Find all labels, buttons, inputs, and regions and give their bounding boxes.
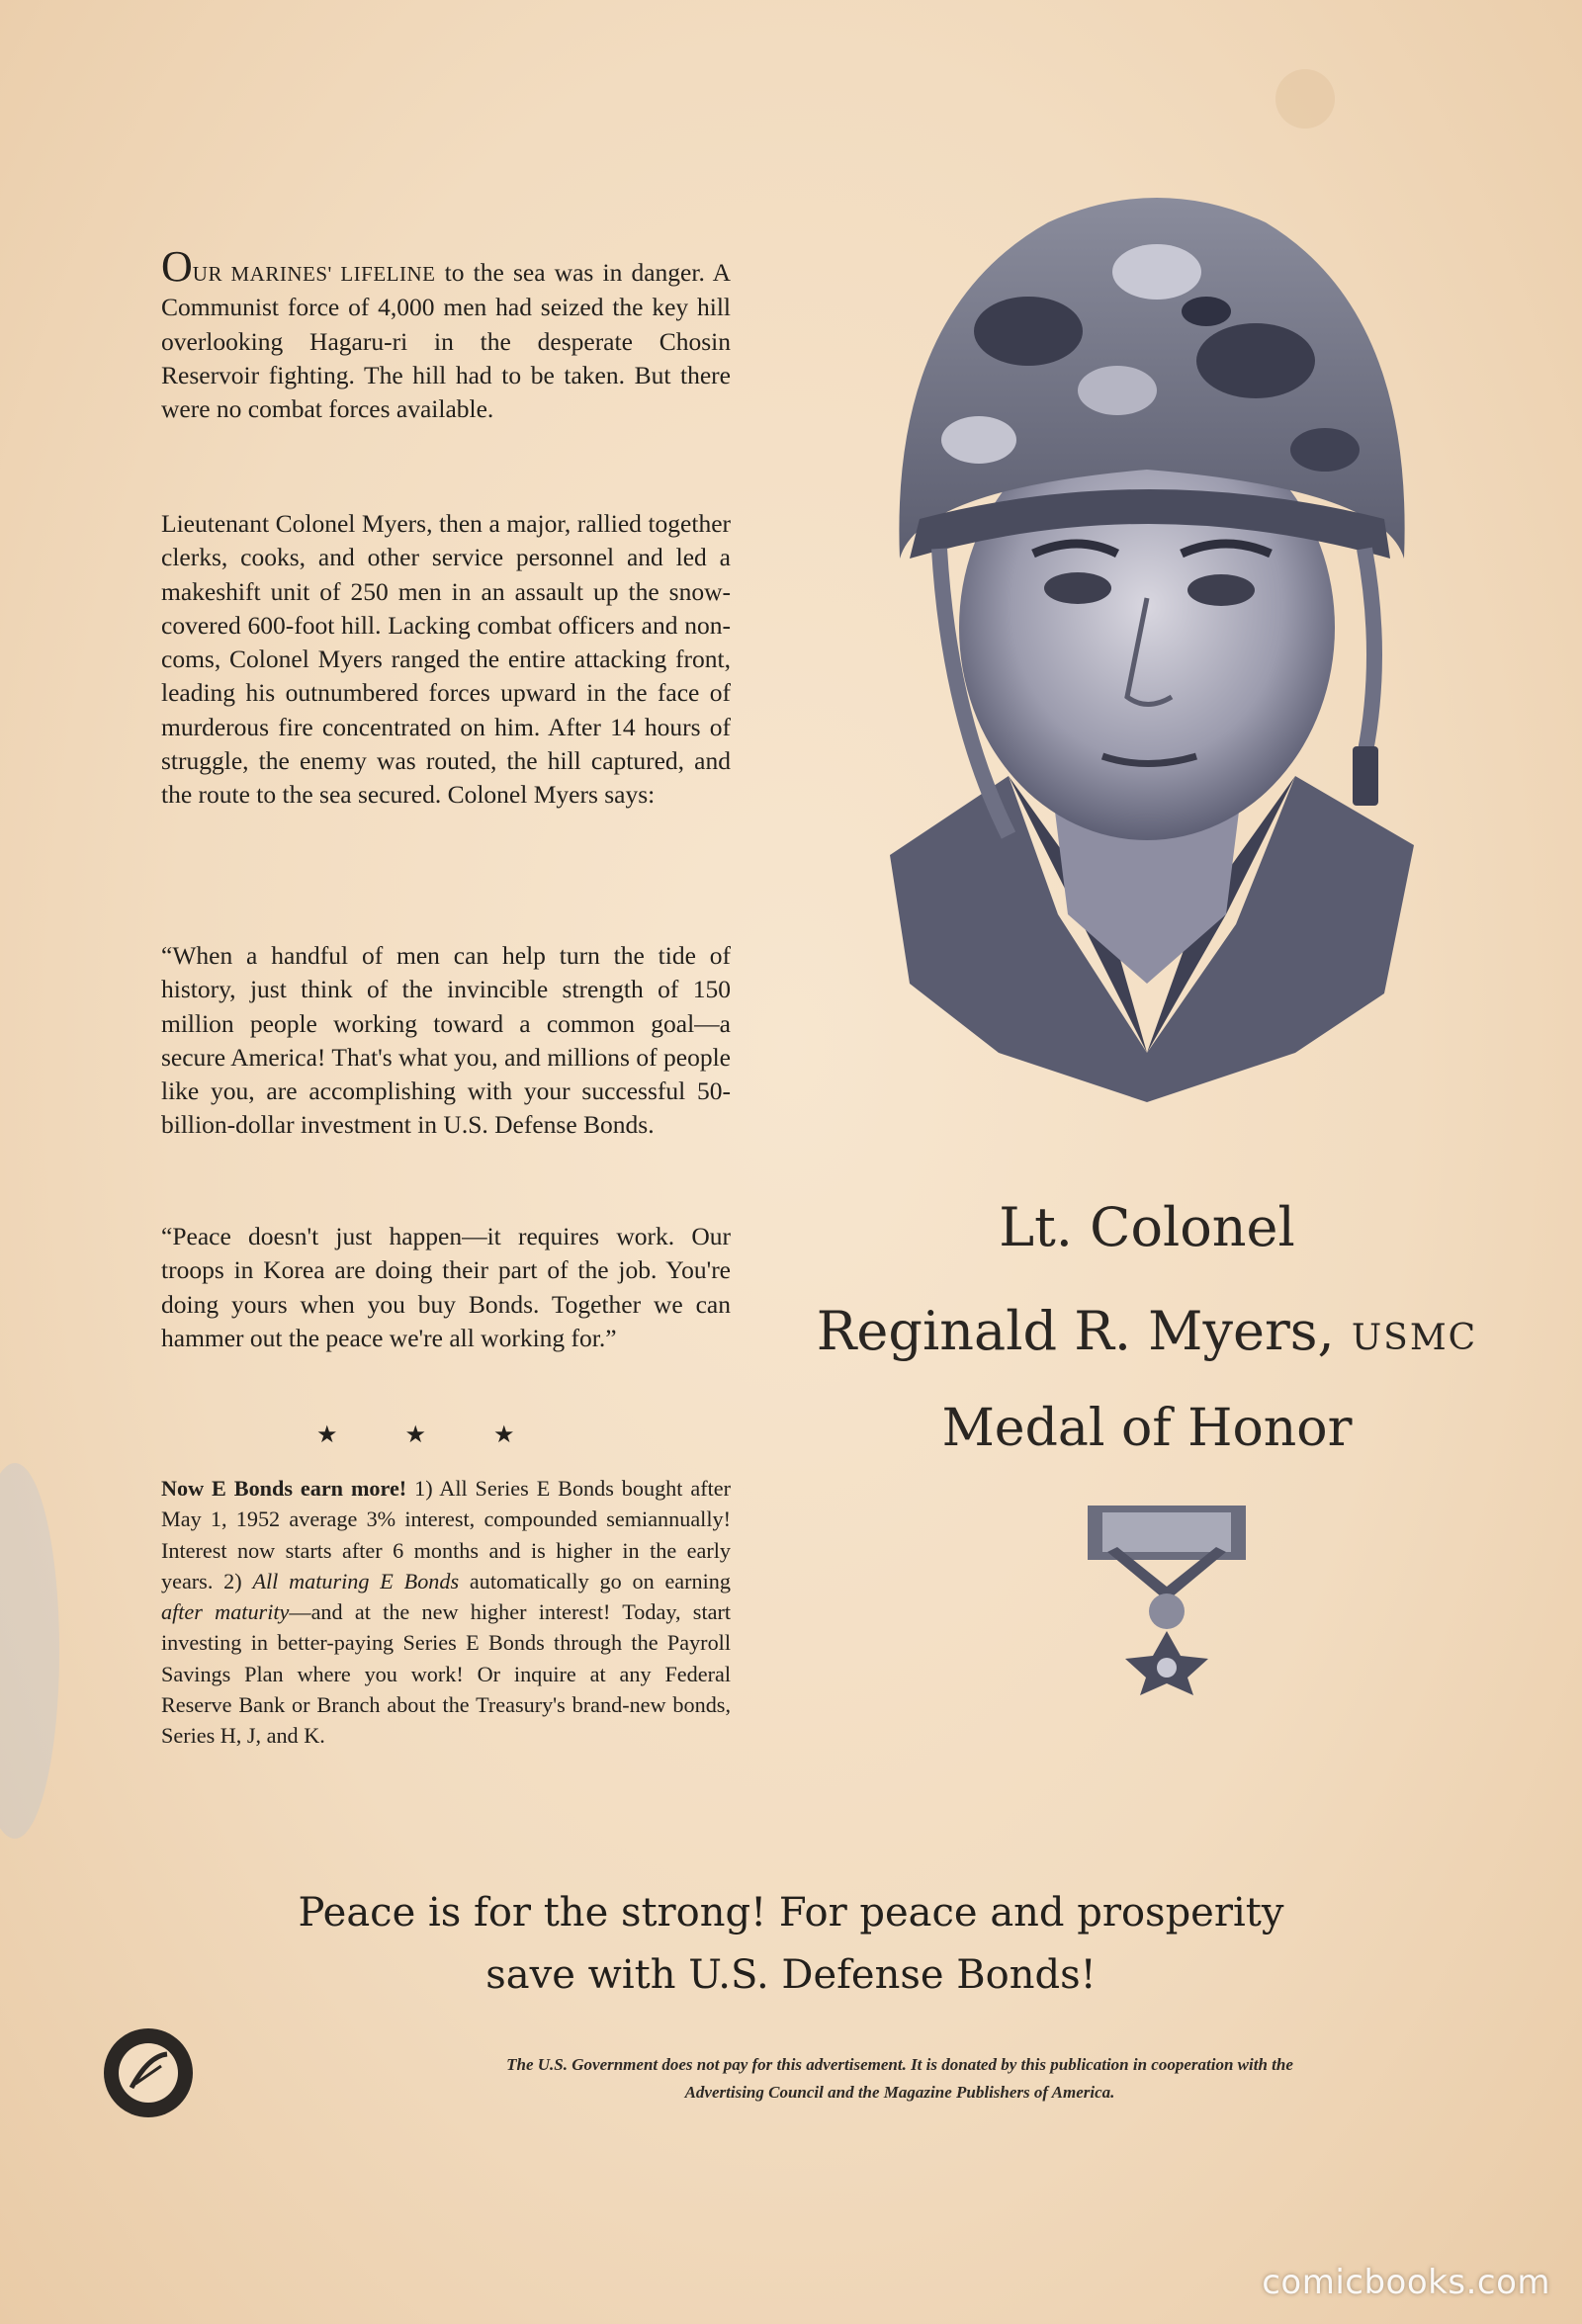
medal-of-honor-icon — [1078, 1498, 1256, 1695]
disclaimer-line-1: The U.S. Government does not pay for this advertisement. It is donated by this publication in cooperation with the — [506, 2055, 1293, 2074]
story-paragraph — [161, 507, 731, 813]
intro-text: to the sea was in danger. A Communist force of 4,000 men had seized the key hill overlooking Hagaru-ri in the desperate Chosin Reservoir fighting. The hill had to be taken. But there were no combat forces available. — [161, 258, 732, 424]
quote-text-2: “Peace doesn't just happen—it requires work. Our troops in Korea are doing their part of the job. You're doing yours when you buy Bonds. Together we can hammer out the peace we're all working for.” — [161, 1222, 731, 1352]
story-text: Lieutenant Colonel Myers, then a major, rallied together clerks, cooks, and other service personnel and led a makeshift unit of 250 men in an assault up the snow-covered 600-foot hill. Lacking combat officers and non-coms, Colonel Myers ranged the entire attacking front, leading his outnumbered forces upward in the face of murderous fire concentrated on him. After 14 hours of struggle, the enemy was routed, the hill captured, and the route to the sea secured. Colonel Myers says: — [161, 509, 731, 810]
bonds-heading: Now E Bonds earn more! — [161, 1476, 407, 1501]
drop-cap: O — [161, 242, 193, 291]
quote-paragraph-1 — [161, 939, 731, 1143]
disclaimer — [297, 2051, 1503, 2107]
bonds-text-1: 1) All Series E Bonds bought after May 1, 1952 average 3% interest, compounded semiannually! Interest now starts after 6 months and is higher in the early years. 2) — [161, 1476, 731, 1593]
slogan-line-2: save with U.S. Defense Bonds! — [485, 1952, 1097, 1998]
bonds-notice — [161, 1473, 731, 1752]
bonds-italic-2: after maturity — [161, 1599, 290, 1625]
quote-text-1: “When a handful of men can help turn the tide of history, just think of the invincible strength of 150 million people working toward a common goal—a secure America! That's what you, and millions of people like you, are accomplishing with your successful 50-billion-dollar investment in U.S. Defense Bonds. — [161, 941, 731, 1140]
bonds-text-2: automatically go on earning — [459, 1568, 731, 1593]
honoree-branch: USMC — [1351, 1318, 1478, 1358]
bonds-italic-1: All maturing E Bonds — [252, 1568, 460, 1593]
quote-paragraph-2 — [161, 1220, 731, 1355]
honoree-name-line — [811, 1300, 1483, 1362]
slogan-line-1: Peace is for the strong! For peace and prosperity — [298, 1890, 1284, 1936]
paper-tear — [0, 1463, 59, 1839]
honoree-rank: Lt. Colonel — [999, 1196, 1295, 1258]
paper-stain — [1275, 69, 1335, 129]
advertising-council-seal-icon — [102, 2026, 195, 2119]
disclaimer-line-2: Advertising Council and the Magazine Publishers of America. — [684, 2083, 1115, 2102]
intro-smallcaps: UR MARINES' LIFELINE — [192, 262, 436, 286]
star-divider: ★★★ — [316, 1422, 582, 1448]
bonds-text-3: —and at the new higher interest! Today, start investing in better-paying Series E Bonds through the Payroll Savings Plan where you work! Or inquire at any Federal Reserve Bank or Branch about the Treasury's brand-new bonds, Series H, J, and K. — [161, 1599, 732, 1749]
soldier-portrait — [831, 163, 1463, 1112]
site-watermark: comicbooks.com — [1262, 2263, 1550, 2302]
honoree-name: Reginald R. Myers, — [816, 1300, 1335, 1362]
honoree-award: Medal of Honor — [941, 1399, 1353, 1458]
intro-paragraph — [161, 242, 732, 426]
